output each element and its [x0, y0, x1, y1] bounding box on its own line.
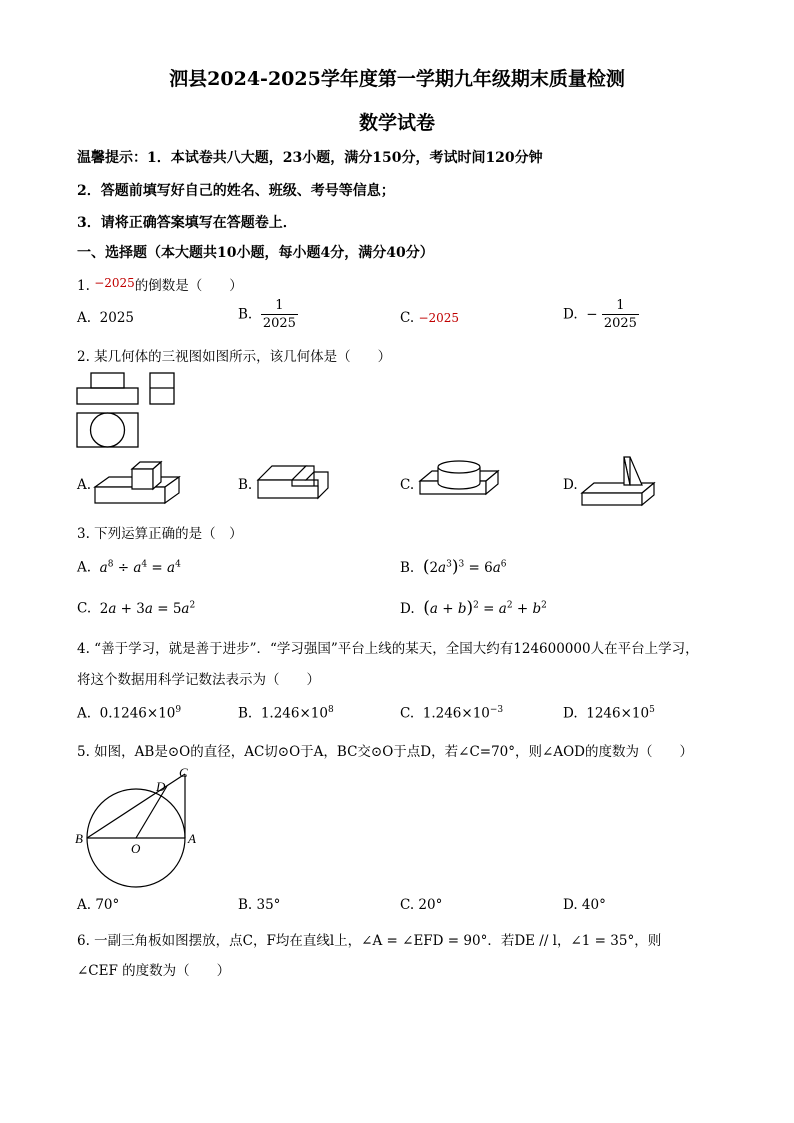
q3-a-expression: $a^8 \div a^4 = a^4$: [99, 559, 181, 576]
q4-b-exponent: 8: [327, 705, 334, 715]
note-line-3: 3．请将正确答案填写在答题卷上．: [77, 215, 297, 231]
q3-option-c: [77, 600, 195, 617]
question-5: 5. 如图，AB是⊙O的直径，AC切⊙O于A，BC交⊙O于点D，若∠C=70°，则∠AOD的度数为（ ）: [77, 744, 693, 760]
q1-d-fraction: [602, 297, 639, 332]
q2-option-d-label: D.: [563, 477, 578, 493]
q1-b-fraction: [261, 297, 298, 332]
q1-c-value: −2025: [418, 311, 460, 325]
question-4-line-1: 4. “善于学习，就是善于进步”．“学习强国”平台上线的某天，全国大约有124600000人在平台上学习，: [77, 641, 699, 657]
question-2: 2. 某几何体的三视图如图所示，该几何体是（ ）: [77, 349, 392, 365]
q4-option-d: [563, 705, 655, 722]
q3-c-expression: $2a + 3a = 5a^2$: [99, 600, 196, 617]
q2-option-b-label: B.: [238, 477, 253, 493]
q1-option-a: [77, 310, 134, 326]
q4-d-value: 1246×10: [586, 705, 650, 722]
q1-option-d: [563, 297, 639, 332]
q4-c-value: 1.246×10: [422, 705, 490, 722]
label-A: A: [188, 831, 196, 846]
q4-a-value: 0.1246×10: [99, 705, 176, 722]
fraction-denominator: 2025: [603, 316, 637, 331]
fraction-denominator: 2025: [262, 316, 296, 331]
q4-option-c: [400, 705, 503, 722]
q1-c-label: C.: [400, 310, 415, 326]
q5-option-b: B. 35°: [238, 897, 281, 913]
label-D: D: [156, 779, 166, 794]
fraction-numerator: 1: [261, 297, 298, 315]
page-subtitle: 数学试卷: [358, 112, 435, 134]
q5-option-d: D. 40°: [563, 897, 606, 913]
q5-option-c: C. 20°: [400, 897, 443, 913]
q1-option-c: [400, 310, 459, 326]
q2-option-b-figure: [256, 458, 336, 510]
q4-b-value: 1.246×10: [260, 705, 328, 722]
note-line-1: 温馨提示：1．本试卷共八大题，23小题，满分150分，考试时间120分钟: [77, 150, 543, 166]
q1-d-sign: −: [586, 306, 598, 323]
q1-a-label: A.: [77, 310, 92, 326]
page-title: 泗县2024-2025学年度第一学期九年级期末质量检测: [169, 68, 625, 90]
q2-option-c-label: C.: [400, 477, 415, 493]
q2-option-a-label: A.: [77, 477, 92, 493]
label-B: B: [75, 831, 83, 846]
q4-option-a: [77, 705, 181, 722]
label-C: C: [179, 765, 188, 780]
question-6-line-2: ∠CEF 的度数为（ ）: [77, 963, 231, 979]
circle-diagram: [74, 765, 204, 890]
q1-option-b: [238, 297, 298, 332]
fraction-numerator: 1: [602, 297, 639, 315]
q3-d-label: D.: [400, 601, 415, 617]
question-6-line-1: 6. 一副三角板如图摆放，点C，F均在直线l上，∠A = ∠EFD = 90°．若DE // l，∠1 = 35°，则: [77, 933, 662, 949]
question-3: 3. 下列运算正确的是（ ）: [77, 526, 243, 542]
q1-number: −2025: [94, 276, 135, 290]
label-O: O: [131, 841, 141, 856]
q4-a-label: A.: [77, 705, 92, 722]
q4-d-label: D.: [563, 705, 578, 722]
q1-d-label: D.: [563, 306, 578, 323]
q4-option-b: [238, 705, 334, 722]
q3-d-expression: $(a + b)^2 = a^2 + b^2$: [423, 598, 547, 618]
q3-option-d: [400, 598, 547, 618]
q2-option-d-figure: [582, 455, 662, 510]
q3-b-expression: $(2a^3)^3 = 6a^6$: [422, 557, 507, 577]
q4-b-label: B.: [238, 705, 253, 722]
q4-a-exponent: 9: [175, 705, 182, 715]
q4-c-exponent: −3: [489, 705, 504, 715]
three-view-drawing: [76, 372, 186, 452]
section-heading: 一、选择题（本大题共10小题，每小题4分，满分40分）: [77, 245, 434, 261]
question-1: [77, 274, 243, 294]
q4-d-exponent: 5: [649, 705, 655, 715]
q3-option-a: [77, 559, 181, 576]
q4-c-label: C.: [400, 705, 415, 722]
question-4-line-2: 将这个数据用科学记数法表示为（ ）: [77, 672, 320, 688]
q3-a-label: A.: [77, 559, 92, 576]
q1-b-label: B.: [238, 306, 253, 323]
q1-prefix: 1.: [77, 278, 90, 294]
q2-option-a-figure: [95, 455, 185, 510]
q1-a-value: 2025: [99, 310, 134, 326]
q5-option-a: A. 70°: [77, 897, 120, 913]
q3-option-b: [400, 557, 507, 577]
q2-option-c-figure: [420, 457, 502, 509]
q3-b-label: B.: [400, 560, 415, 576]
q1-stem: 的倒数是（ ）: [134, 278, 243, 294]
note-line-2: 2．答题前填写好自己的姓名、班级、考号等信息；: [77, 183, 395, 199]
q3-c-label: C.: [77, 600, 92, 617]
